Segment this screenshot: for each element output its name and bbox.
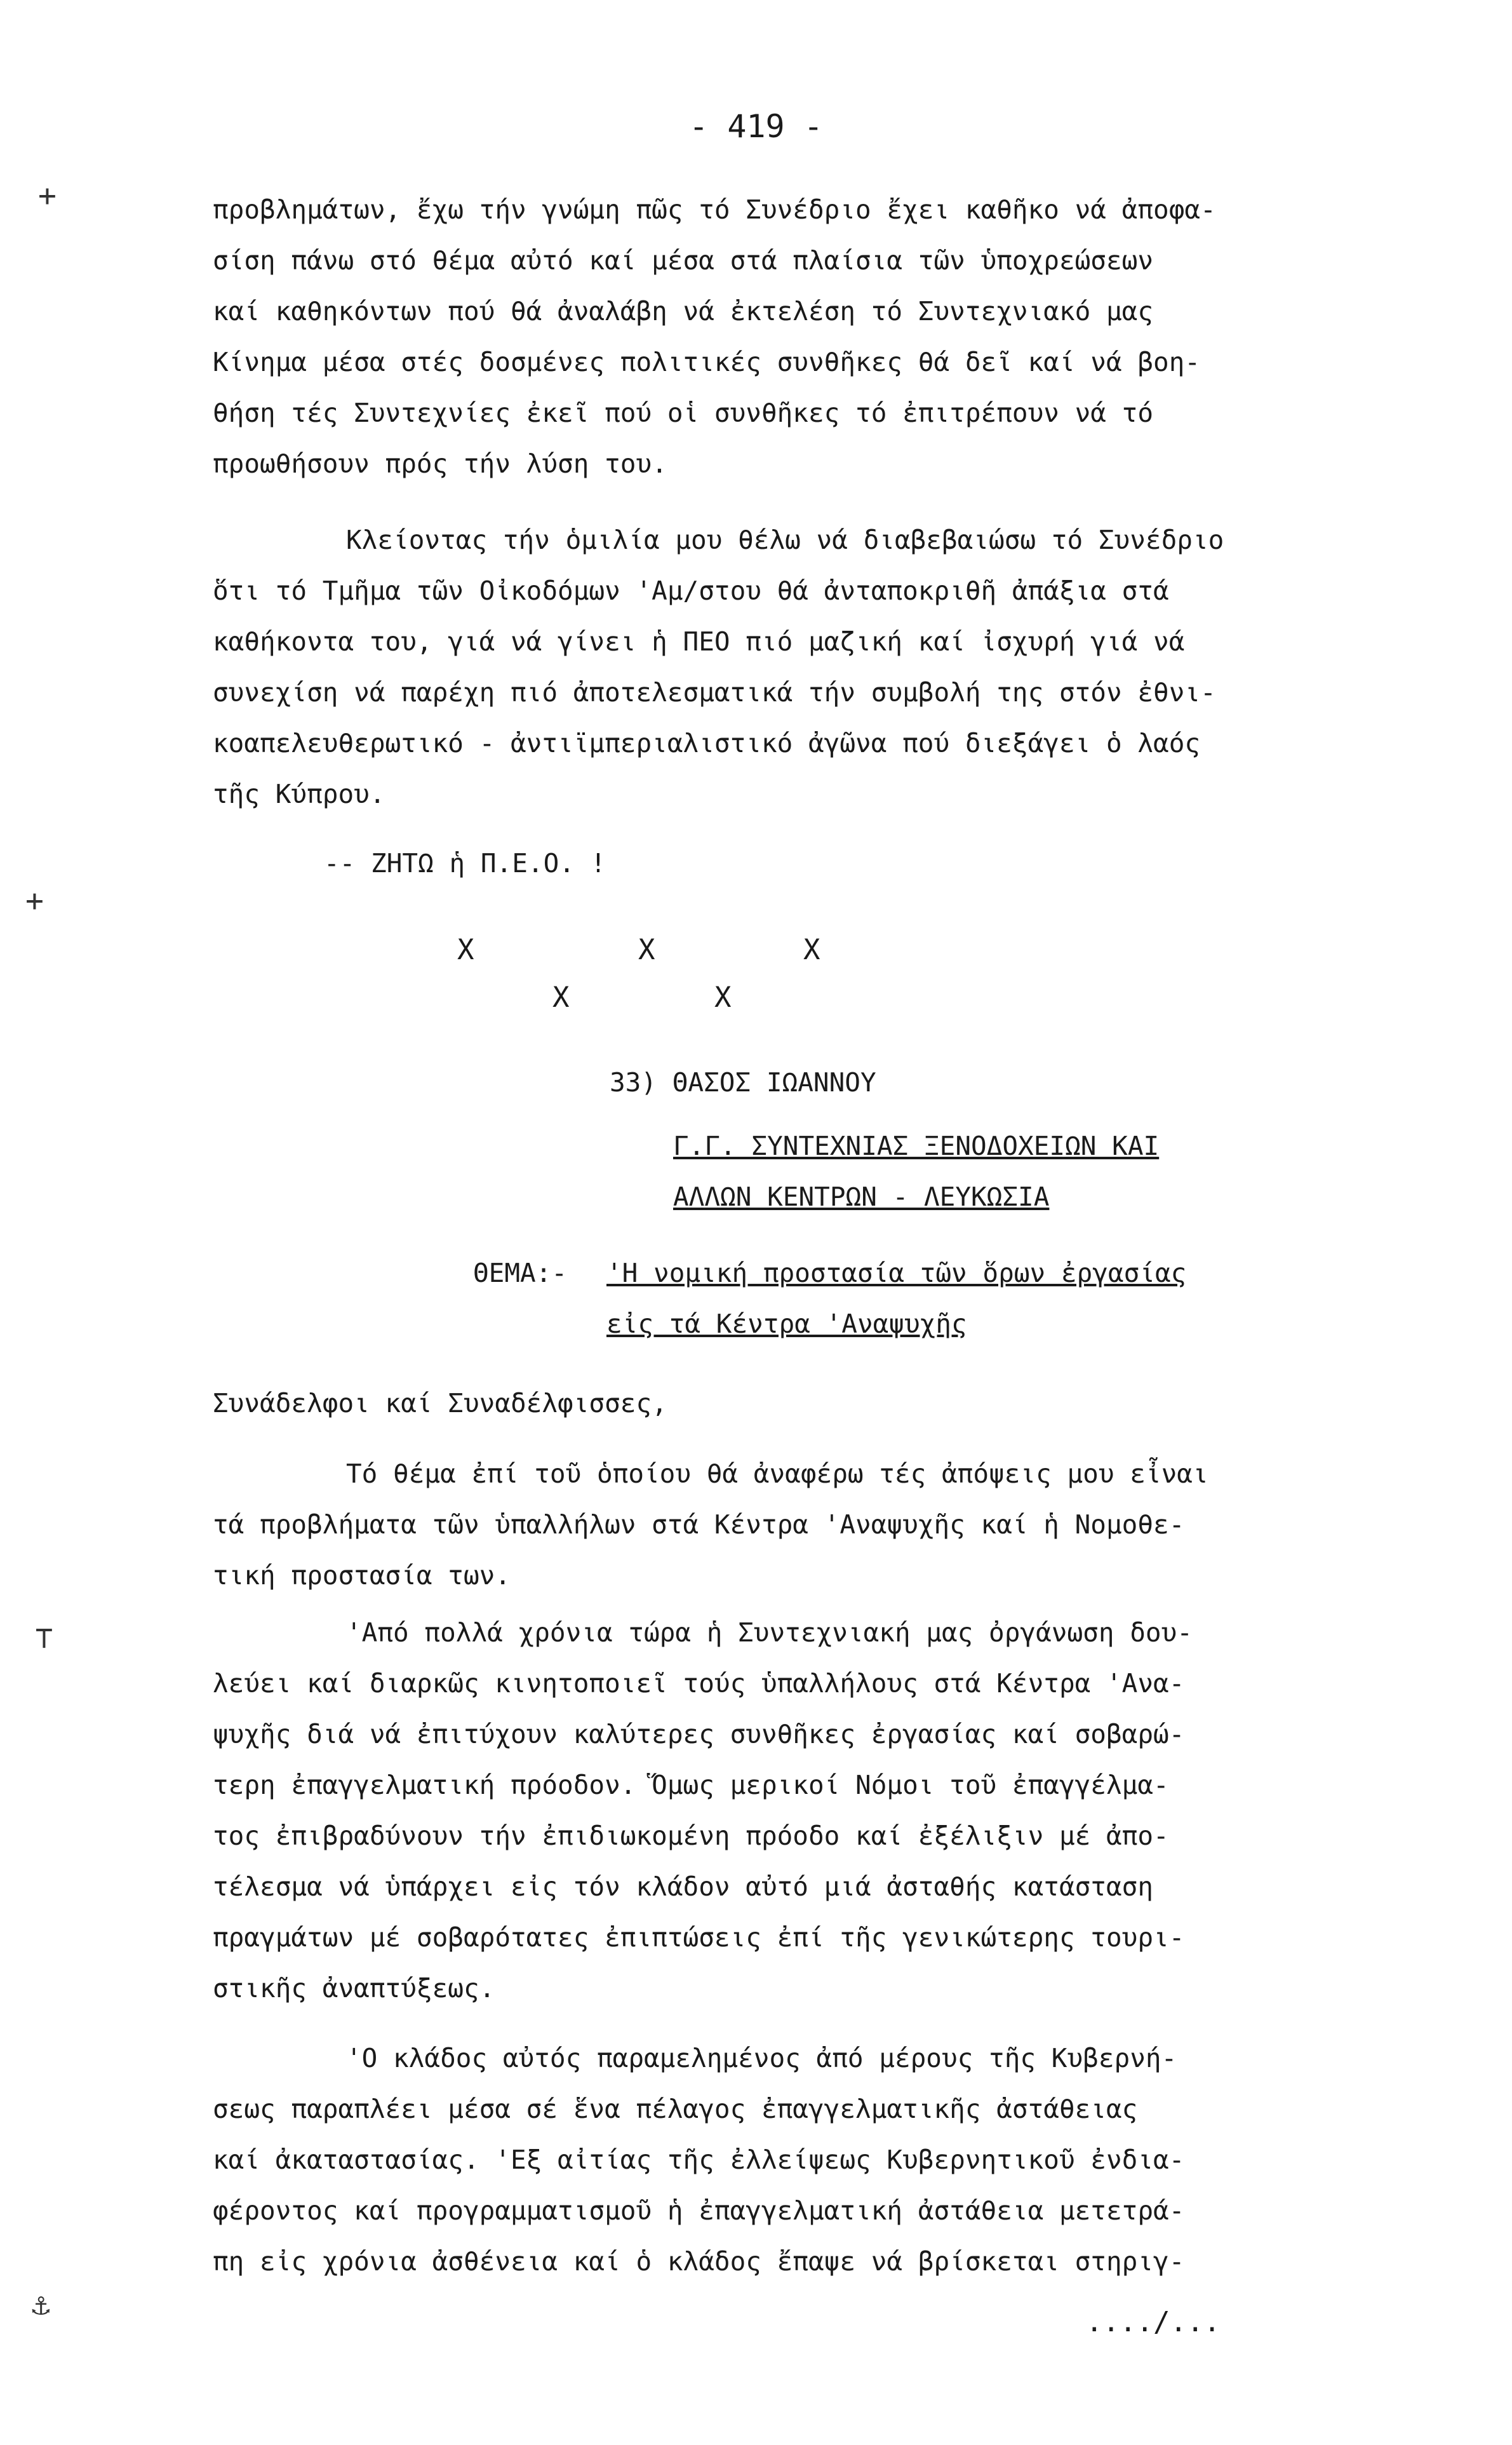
speaker-name-text: 33) ΘΑΣΟΣ ΙΩΑΝΝΟΥ: [610, 1067, 876, 1098]
text-line: πραγμάτων μέ σοβαρότατες ἐπιπτώσεις ἐπί τῆς γενικώτερης τουρι-: [213, 1922, 1185, 1953]
text-line: 'Ο κλάδος αὐτός παραμελημένος ἀπό μέρους τῆς Κυβερνή-: [346, 2043, 1177, 2073]
paragraph-5: [213, 2033, 1299, 2287]
text-line: Κλείοντας τήν ὁμιλία μου θέλω νά διαβεβαιώσω τό Συνέδριο: [346, 525, 1224, 555]
text-line: σίση πάνω στό θέμα αὐτό καί μέσα στά πλαίσια τῶν ὑποχρεώσεων: [213, 245, 1154, 276]
text-line: Τό θέμα ἐπί τοῦ ὁποίου θά ἀναφέρω τές ἀπόψεις μου εἶναι: [346, 1458, 1208, 1489]
separator-mark: Χ: [552, 981, 570, 1014]
text-line: τῆς Κύπρου.: [213, 779, 385, 809]
margin-mark: +: [38, 178, 57, 213]
text-line: Κίνημα μέσα στές δοσμένες πολιτικές συνθῆκες θά δεῖ καί νά βοη-: [213, 347, 1201, 377]
paragraph-2: [213, 515, 1299, 819]
text-line: λεύει καί διαρκῶς κινητοποιεῖ τούς ὑπαλλήλους στά Κέντρα 'Ανα-: [213, 1668, 1185, 1699]
topic-label: ΘΕΜΑ:-: [473, 1258, 568, 1288]
text-line: ψυχῆς διά νά ἐπιτύχουν καλύτερες συνθῆκες ἐργασίας καί σοβαρώ-: [213, 1719, 1185, 1749]
text-line: συνεχίση νά παρέχη πιό ἀποτελεσματικά τήν συμβολή της στόν ἐθνι-: [213, 677, 1216, 708]
margin-mark: ⊤: [35, 1620, 53, 1655]
topic-line1: 'Η νομική προστασία τῶν ὅρων ἐργασίας: [606, 1258, 1187, 1288]
topic-line2: εἰς τά Κέντρα 'Αναψυχῆς: [606, 1309, 967, 1339]
text-line: τά προβλήματα τῶν ὑπαλλήλων στά Κέντρα 'Αναψυχῆς καί ἡ Νομοθε-: [213, 1509, 1185, 1540]
speaker-role-line1: Γ.Γ. ΣΥΝΤΕΧΝΙΑΣ ΞΕΝΟΔΟΧΕΙΩΝ ΚΑΙ: [673, 1131, 1160, 1161]
paragraph-4: [213, 1607, 1299, 2014]
text-line: φέροντος καί προγραμματισμοῦ ἡ ἐπαγγελματική ἀστάθεια μετετρά-: [213, 2195, 1185, 2226]
continuation-mark: ..../...: [1086, 2306, 1221, 2338]
text-line: τική προστασία των.: [213, 1560, 511, 1591]
text-line: 'Από πολλά χρόνια τώρα ἡ Συντεχνιακή μας ὀργάνωση δου-: [346, 1617, 1193, 1648]
margin-mark: ⚓︎: [32, 2287, 50, 2322]
text-line: καθήκοντα του, γιά νά γίνει ἡ ΠΕΟ πιό μαζική καί ἰσχυρή γιά νά: [213, 626, 1185, 657]
text-line: καί ἀκαταστασίας. 'Εξ αἰτίας τῆς ἐλλείψεως Κυβερνητικοῦ ἐνδια-: [213, 2145, 1185, 2175]
text-line: στικῆς ἀναπτύξεως.: [213, 1973, 495, 2004]
paragraph-1: [213, 184, 1299, 489]
separator-mark: Χ: [638, 934, 655, 966]
text-line: τος ἐπιβραδύνουν τήν ἐπιδιωκομένη πρόοδο καί ἐξέλιξιν μέ ἀπο-: [213, 1821, 1169, 1851]
text-line: πη εἰς χρόνια ἀσθένεια καί ὁ κλάδος ἔπαψε νά βρίσκεται στηριγ-: [213, 2246, 1185, 2277]
text-line: ὅτι τό Τμῆμα τῶν Οἰκοδόμων 'Αμ/στου θά ἀνταποκριθῆ ἀπάξια στά: [213, 576, 1169, 606]
slogan: -- ΖΗΤΩ ἡ Π.Ε.Ο. !: [324, 848, 606, 879]
text-line: σεως παραπλέει μέσα σέ ἕνα πέλαγος ἐπαγγελματικῆς ἀστάθειας: [213, 2094, 1138, 2124]
speaker-name: [610, 1058, 876, 1107]
text-line: προβλημάτων, ἔχω τήν γνώμη πῶς τό Συνέδριο ἔχει καθῆκο νά ἀποφα-: [213, 194, 1216, 225]
text-line: τερη ἐπαγγελματική πρόοδον. Ὅμως μερικοί Νόμοι τοῦ ἐπαγγέλμα-: [213, 1770, 1169, 1800]
salutation: Συνάδελφοι καί Συναδέλφισσες,: [213, 1388, 667, 1418]
text-line: τέλεσμα νά ὑπάρχει εἰς τόν κλάδον αὐτό μιά ἀσταθής κατάσταση: [213, 1871, 1154, 1902]
separator-mark: Χ: [714, 981, 732, 1014]
separator-mark: Χ: [803, 934, 820, 966]
separator-mark: Χ: [457, 934, 474, 966]
text-line: θήση τές Συντεχνίες ἐκεῖ πού οἱ συνθῆκες τό ἐπιτρέπουν νά τό: [213, 398, 1154, 428]
page-number: - 419 -: [689, 108, 823, 145]
text-line: προωθήσουν πρός τήν λύση του.: [213, 448, 667, 479]
text-line: καί καθηκόντων πού θά ἀναλάβη νά ἐκτελέση τό Συντεχνιακό μας: [213, 296, 1154, 327]
text-line: κοαπελευθερωτικό - ἀντιϊμπεριαλιστικό ἀγῶνα πού διεξάγει ὁ λαός: [213, 728, 1201, 758]
paragraph-3: [213, 1448, 1299, 1601]
margin-mark: +: [25, 883, 44, 919]
speaker-role-line2: ΑΛΛΩΝ ΚΕΝΤΡΩΝ - ΛΕΥΚΩΣΙΑ: [673, 1182, 1050, 1212]
